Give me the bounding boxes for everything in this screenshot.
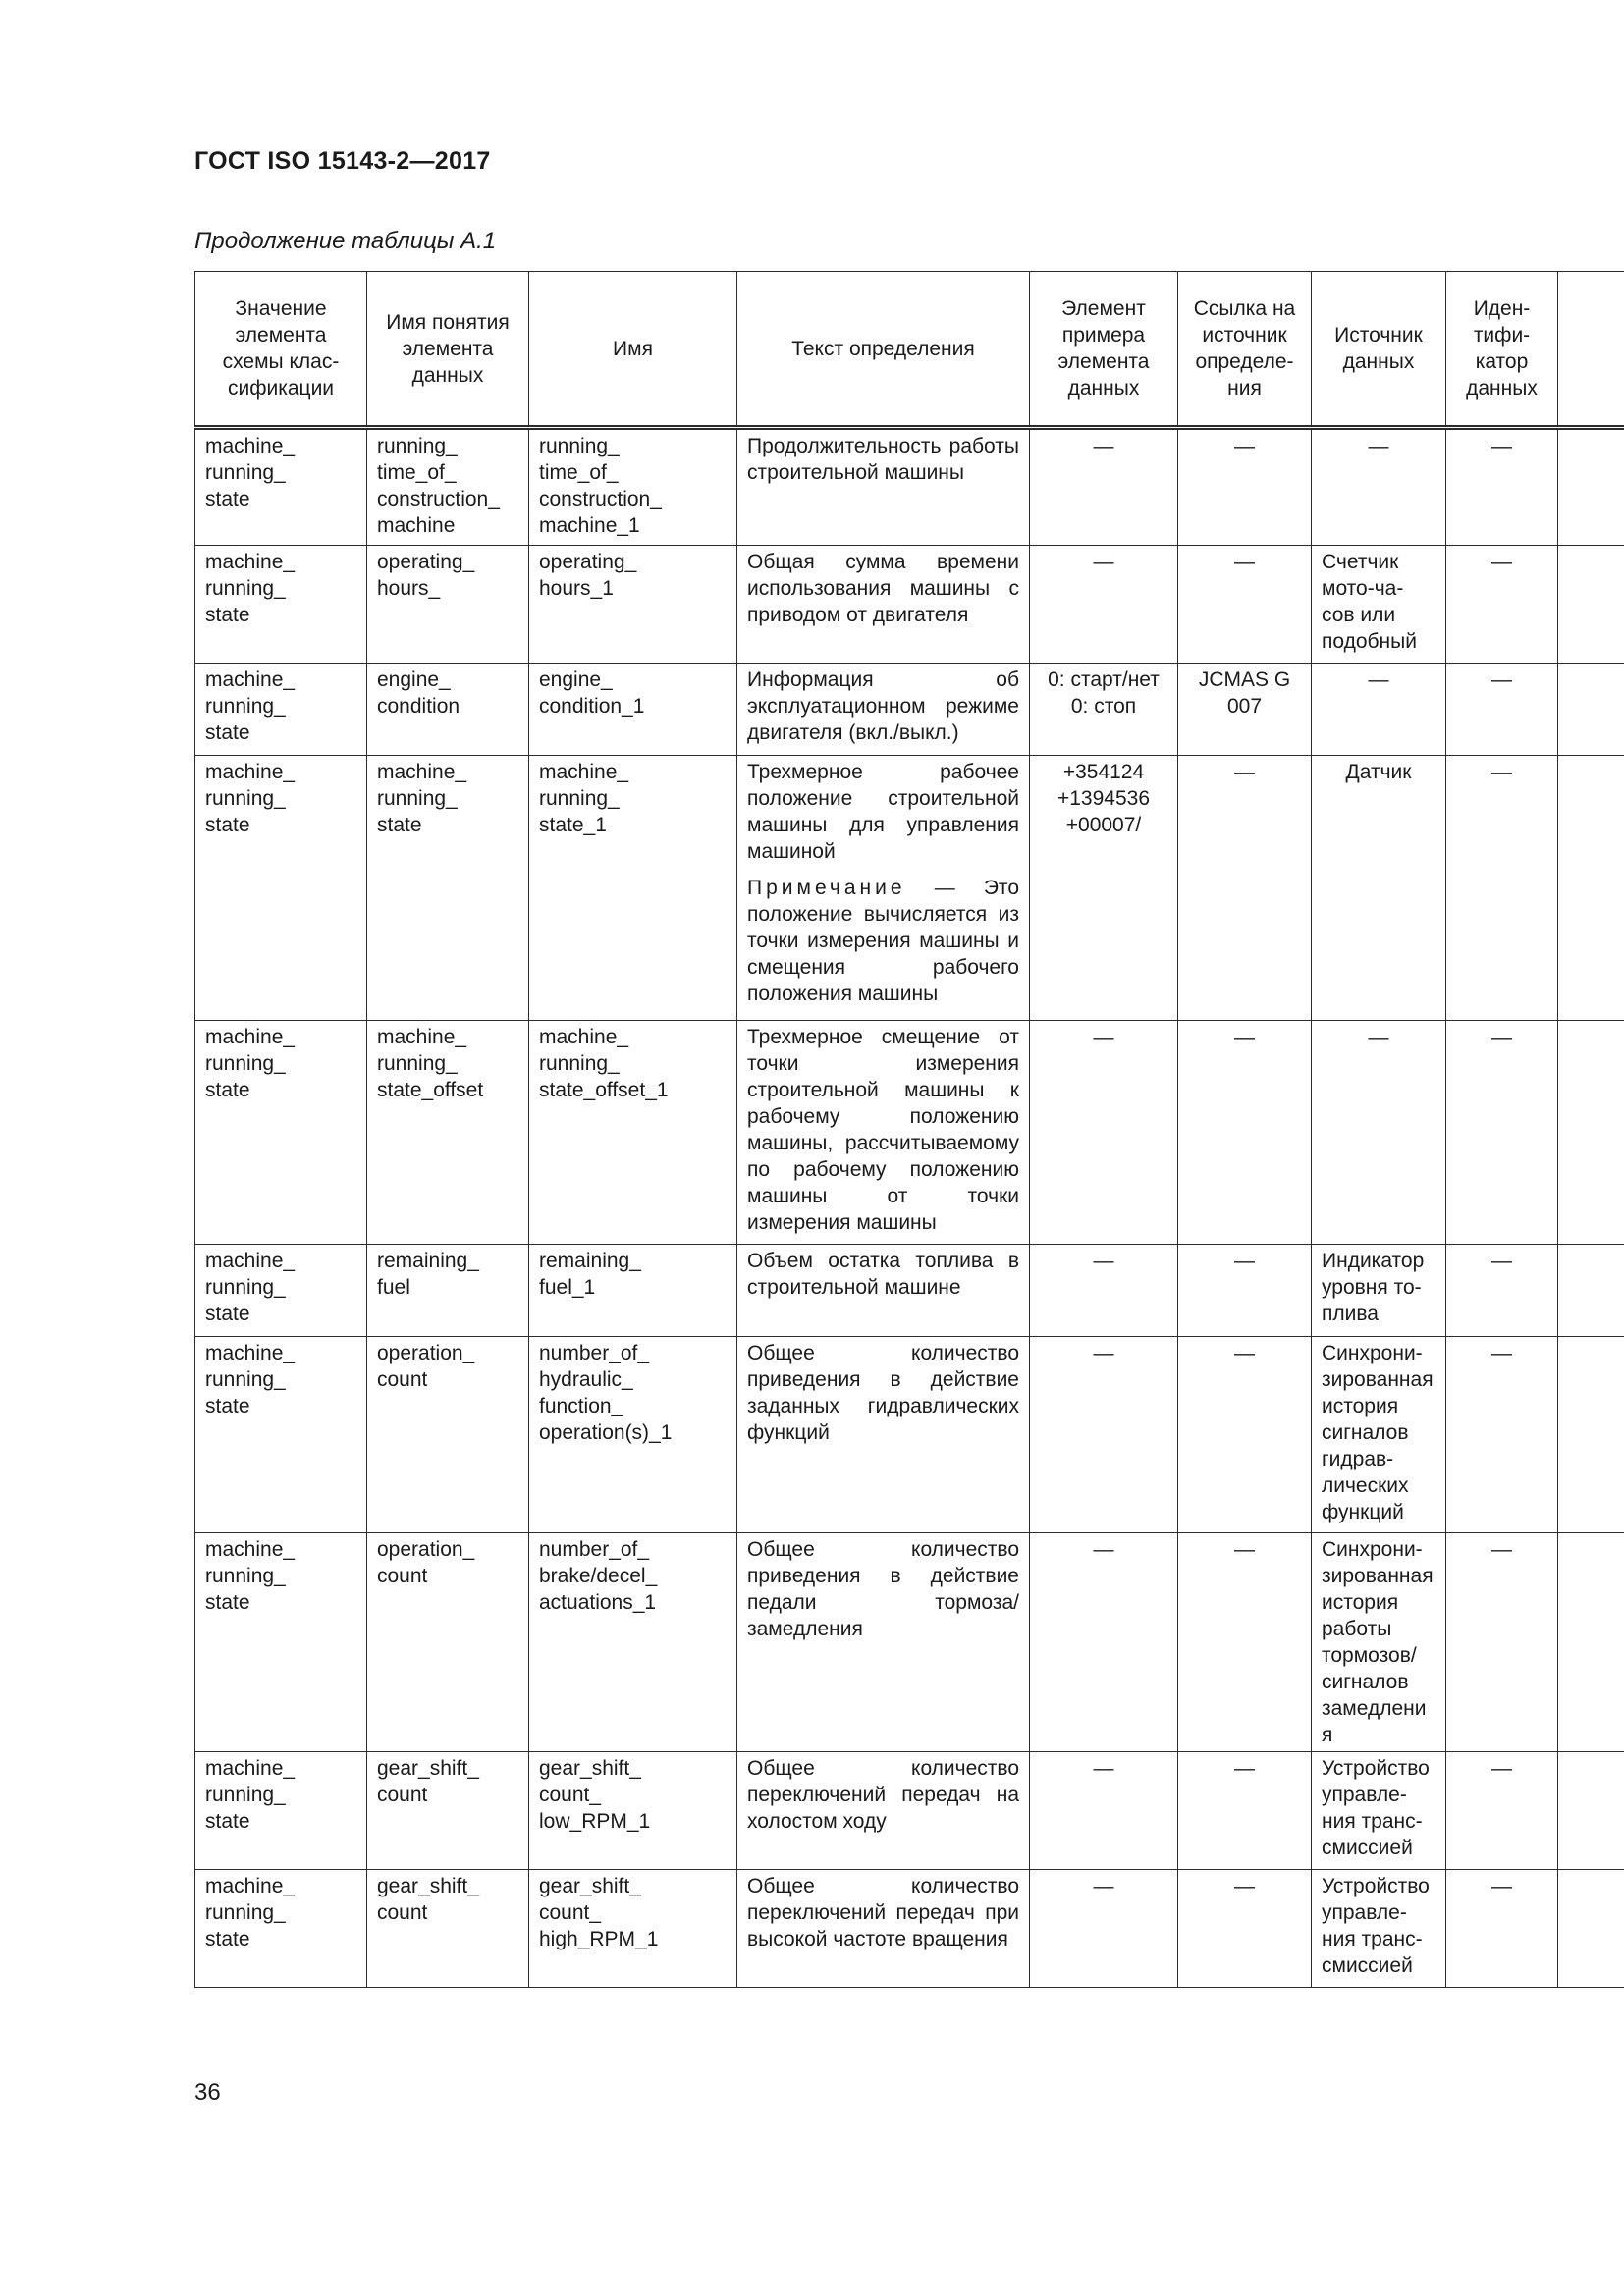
definition-source-cell: — [1178,1752,1312,1870]
cut-off-cell [1558,428,1624,546]
name-cell: engine_ condition_1 [529,664,737,756]
definition-source-cell: — [1178,1337,1312,1533]
data-source-cell: Датчик [1312,756,1446,1021]
example-element-cell: — [1030,1533,1178,1752]
data-identifier-cell: — [1446,664,1558,756]
definition-source-cell: JCMAS G 007 [1178,664,1312,756]
column-header-cut-off [1558,272,1624,428]
column-header-example-element: Элемент примера элемента данных [1030,272,1178,428]
concept-name-cell: machine_ running_ state_offset [367,1021,529,1245]
classification-value-cell: machine_ running_ state [195,1870,367,1988]
definition-cell [737,1245,1030,1337]
definition-text: Общее количество переключений передач на холостом ходу [747,1757,1019,1833]
definition-text: Трехмерное смещение от точки измерения строительной машины к рабочему положению машины, рассчитываемому по рабочему положению машины от точки измерения машины [747,1026,1019,1234]
classification-value-cell: machine_ running_ state [195,1752,367,1870]
cut-off-cell [1558,1021,1624,1245]
example-element-cell: — [1030,428,1178,546]
concept-name-cell: machine_ running_ state [367,756,529,1021]
data-source-cell: Счетчик мото-ча- сов или подобный [1312,546,1446,664]
definition-cell [737,546,1030,664]
definition-text: Информация об эксплуатационном режиме двигателя (вкл./выкл.) [747,668,1019,744]
data-table [194,271,1624,1988]
example-element-cell: — [1030,546,1178,664]
example-element-cell: — [1030,1245,1178,1337]
concept-name-cell: gear_shift_ count [367,1870,529,1988]
definition-source-cell: — [1178,756,1312,1021]
cut-off-cell [1558,1337,1624,1533]
example-element-cell: — [1030,1870,1178,1988]
table-row [195,1245,1624,1337]
note-text: — Это положение вычисляется из точки измерения машины и смещения рабочего положения машины [747,877,1019,1005]
name-cell: running_ time_of_ construction_ machine_1 [529,428,737,546]
data-identifier-cell: — [1446,756,1558,1021]
concept-name-cell: engine_ condition [367,664,529,756]
definition-source-cell: — [1178,1245,1312,1337]
definition-cell [737,1752,1030,1870]
column-header-name: Имя [529,272,737,428]
definition-cell [737,756,1030,1021]
cut-off-cell [1558,664,1624,756]
data-identifier-cell: — [1446,1021,1558,1245]
classification-value-cell: machine_ running_ state [195,756,367,1021]
table-header-row [195,272,1624,428]
example-element-cell: 0: старт/нет 0: стоп [1030,664,1178,756]
definition-text: Продолжительность работы строительной машины [747,435,1019,484]
data-source-cell: — [1312,428,1446,546]
column-header-data-source: Источник данных [1312,272,1446,428]
concept-name-cell: operation_ count [367,1533,529,1752]
table-row [195,1533,1624,1752]
example-element-cell: — [1030,1021,1178,1245]
name-cell: machine_ running_ state_1 [529,756,737,1021]
table-caption: Продолжение таблицы А.1 [194,228,497,254]
example-element-cell: — [1030,1337,1178,1533]
definition-text: Общее количество приведения в действие заданных гидравлических функций [747,1342,1019,1444]
data-identifier-cell: — [1446,428,1558,546]
table-row [195,1870,1624,1988]
name-cell: machine_ running_ state_offset_1 [529,1021,737,1245]
name-cell: number_of_ hydraulic_ function_ operation(s)_1 [529,1337,737,1533]
definition-source-cell: — [1178,1870,1312,1988]
data-identifier-cell: — [1446,1870,1558,1988]
definition-cell [737,1021,1030,1245]
table-row [195,546,1624,664]
definition-text: Трехмерное рабочее положение строительной машины для управления машиной [747,761,1019,863]
data-source-cell: Устройство управле- ния транс- смиссией [1312,1752,1446,1870]
name-cell: number_of_ brake/decel_ actuations_1 [529,1533,737,1752]
definition-text: Объем остатка топлива в строительной машине [747,1250,1019,1299]
definition-cell [737,1870,1030,1988]
cut-off-cell [1558,1870,1624,1988]
definition-note [747,875,1019,1007]
name-cell: gear_shift_ count_ high_RPM_1 [529,1870,737,1988]
data-source-cell: Индикатор уровня то- плива [1312,1245,1446,1337]
definition-text: Общая сумма времени использования машины с приводом от двигателя [747,551,1019,626]
column-header-definition-text: Текст определения [737,272,1030,428]
classification-value-cell: machine_ running_ state [195,664,367,756]
name-cell: remaining_ fuel_1 [529,1245,737,1337]
table-row [195,428,1624,546]
data-source-cell: Синхрони- зированная история сигналов гидрав- лических функций [1312,1337,1446,1533]
concept-name-cell: running_ time_of_ construction_ machine [367,428,529,546]
name-cell: operating_ hours_1 [529,546,737,664]
definition-text: Общее количество переключений передач при высокой частоте вращения [747,1875,1019,1950]
definition-source-cell: — [1178,1533,1312,1752]
data-identifier-cell: — [1446,1533,1558,1752]
definition-cell [737,664,1030,756]
cut-off-cell [1558,756,1624,1021]
concept-name-cell: operation_ count [367,1337,529,1533]
table-row [195,1021,1624,1245]
page-number: 36 [194,2079,221,2106]
definition-cell [737,1533,1030,1752]
column-header-classification-value: Значение элемента схемы клас- сификации [195,272,367,428]
classification-value-cell: machine_ running_ state [195,1337,367,1533]
table-row [195,1337,1624,1533]
column-header-concept-name: Имя понятия элемента данных [367,272,529,428]
data-identifier-cell: — [1446,546,1558,664]
definition-source-cell: — [1178,1021,1312,1245]
cut-off-cell [1558,546,1624,664]
classification-value-cell: machine_ running_ state [195,546,367,664]
table-row [195,1752,1624,1870]
note-label: Примечание [747,877,906,899]
data-identifier-cell: — [1446,1752,1558,1870]
concept-name-cell: gear_shift_ count [367,1752,529,1870]
classification-value-cell: machine_ running_ state [195,428,367,546]
data-source-cell: — [1312,1021,1446,1245]
column-header-data-identifier: Иден- тифи- катор данных [1446,272,1558,428]
name-cell: gear_shift_ count_ low_RPM_1 [529,1752,737,1870]
column-header-definition-source: Ссылка на источник определе- ния [1178,272,1312,428]
concept-name-cell: operating_ hours_ [367,546,529,664]
definition-source-cell: — [1178,428,1312,546]
data-identifier-cell: — [1446,1337,1558,1533]
definition-text: Общее количество приведения в действие педали тормоза/замедления [747,1538,1019,1640]
data-identifier-cell: — [1446,1245,1558,1337]
cut-off-cell [1558,1533,1624,1752]
example-element-cell: +354124 +1394536 +00007/ [1030,756,1178,1021]
table-row [195,664,1624,756]
classification-value-cell: machine_ running_ state [195,1533,367,1752]
cut-off-cell [1558,1245,1624,1337]
definition-cell [737,1337,1030,1533]
example-element-cell: — [1030,1752,1178,1870]
data-source-cell: Устройство управле- ния транс- смиссией [1312,1870,1446,1988]
data-source-cell: — [1312,664,1446,756]
classification-value-cell: machine_ running_ state [195,1245,367,1337]
concept-name-cell: remaining_ fuel [367,1245,529,1337]
definition-cell [737,428,1030,546]
document-header: ГОСТ ISO 15143-2—2017 [194,147,491,175]
definition-source-cell: — [1178,546,1312,664]
cut-off-cell [1558,1752,1624,1870]
data-source-cell: Синхрони- зированная история работы тормозов/ сигналов замедления [1312,1533,1446,1752]
classification-value-cell: machine_ running_ state [195,1021,367,1245]
table-row [195,756,1624,1021]
